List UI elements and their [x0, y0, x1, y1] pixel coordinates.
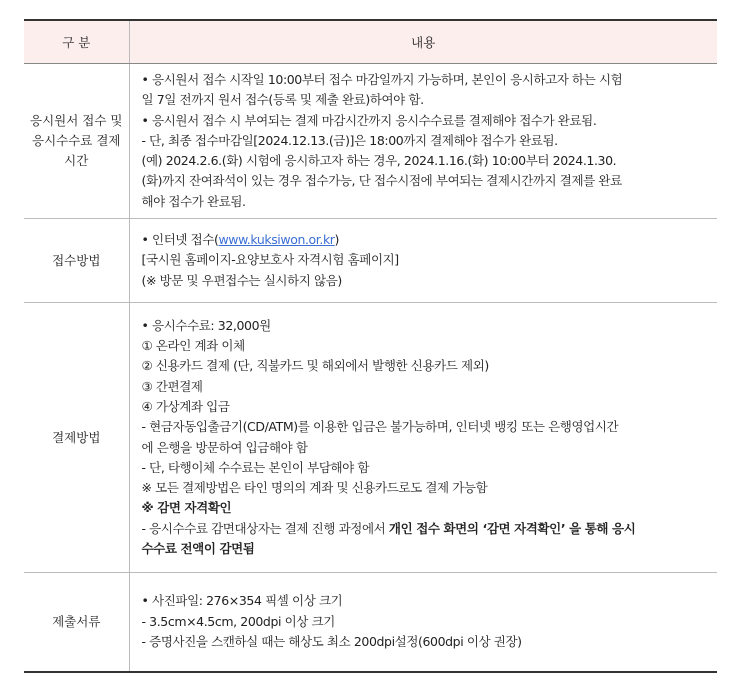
- content-line: - 3.5cm×4.5cm, 200dpi 이상 크기: [141, 613, 335, 629]
- content-line: 해야 접수가 완료됨.: [141, 193, 246, 209]
- table-row: [24, 64, 717, 219]
- content-line: • 응시원서 접수 시 부여되는 결제 마감시간까지 응시수수료를 결제해야 접수가 완료됨.: [141, 112, 597, 128]
- online-application-text: • 인터넷 접수(: [141, 232, 219, 248]
- content-line: • 사진파일: 276×354 픽셀 이상 크기: [141, 593, 343, 609]
- content-line: - 현금자동입출금기(CD/ATM)를 이용한 입금은 불가능하며, 인터넷 뱅킹 또는 은행영업시간: [141, 419, 619, 435]
- kuksiwon-website-link[interactable]: www.kuksiwon.or.kr: [218, 232, 335, 248]
- reduction-emphasis: 개인 접수 화면의 ‘감면 자격확인’ 을 통해 응시: [388, 520, 636, 536]
- row-content-application-method: [129, 219, 717, 303]
- row-label-application-method: 접수방법: [24, 219, 129, 303]
- table-row: [24, 573, 717, 672]
- content-line: - 증명사진을 스캔하실 때는 해상도 최소 200dpi설정(600dpi 이상 권장): [141, 633, 522, 649]
- header-category: 구 분: [24, 20, 129, 64]
- content-line: ④ 가상계좌 입금: [141, 398, 230, 414]
- reduction-emphasis-continued: 수수료 전액이 감면됨: [141, 540, 255, 556]
- content-line: [142, 230, 708, 250]
- content-line: 에 은행을 방문하여 입금해야 함: [141, 439, 308, 455]
- content-line: • 응시원서 접수 시작일 10:00부터 접수 마감일까지 가능하며, 본인이 응시하고자 하는 시험: [141, 71, 623, 87]
- fee-line: • 응시수수료: 32,000원: [141, 317, 271, 333]
- content-line: ② 신용카드 결제 (단, 직불카드 및 해외에서 발행한 신용카드 제외): [141, 358, 489, 374]
- table-row: [24, 303, 717, 573]
- content-line: ① 온라인 계좌 이체: [141, 338, 245, 354]
- reduction-text: - 응시수수료 감면대상자는 결제 진행 과정에서: [141, 520, 389, 536]
- content-line: 일 7일 전까지 원서 접수(등록 및 제출 완료)하여야 함.: [141, 92, 424, 108]
- content-line: [국시원 홈페이지-요양보호사 자격시험 홈페이지]: [141, 252, 399, 268]
- row-label-payment-method: 결제방법: [24, 303, 129, 573]
- header-content: 내용: [129, 20, 717, 64]
- row-label-application-payment-time: 응시원서 접수 및 응시수수료 결제시간: [24, 64, 129, 219]
- table-row: [24, 219, 717, 303]
- reduction-title: ※ 감면 자격확인: [141, 500, 232, 516]
- table-header-row: [24, 20, 717, 64]
- info-table-container: [24, 19, 717, 673]
- exam-application-table: [24, 19, 717, 673]
- content-line: ③ 간편결제: [141, 378, 203, 394]
- row-label-required-documents: 제출서류: [24, 573, 129, 672]
- content-line: [142, 519, 708, 539]
- content-line: - 단, 타행이체 수수료는 본인이 부담해야 함: [141, 459, 370, 475]
- row-content-application-payment-time: [129, 64, 717, 219]
- content-line: - 단, 최종 접수마감일[2024.12.13.(금)]은 18:00까지 결제해야 접수가 완료됨.: [141, 132, 558, 148]
- content-line: (화)까지 잔여좌석이 있는 경우 접수가능, 단 접수시점에 부여되는 결제시간까지 결제를 완료: [141, 173, 622, 189]
- row-content-required-documents: [129, 573, 717, 672]
- closing-paren: ): [334, 232, 340, 248]
- content-line: ※ 모든 결제방법은 타인 명의의 계좌 및 신용카드로도 결제 가능함: [141, 480, 488, 496]
- content-line: (※ 방문 및 우편접수는 실시하지 않음): [141, 272, 342, 288]
- content-line: (예) 2024.2.6.(화) 시험에 응시하고자 하는 경우, 2024.1.16.(화) 10:00부터 2024.1.30.: [141, 153, 617, 169]
- row-content-payment-method: [129, 303, 717, 573]
